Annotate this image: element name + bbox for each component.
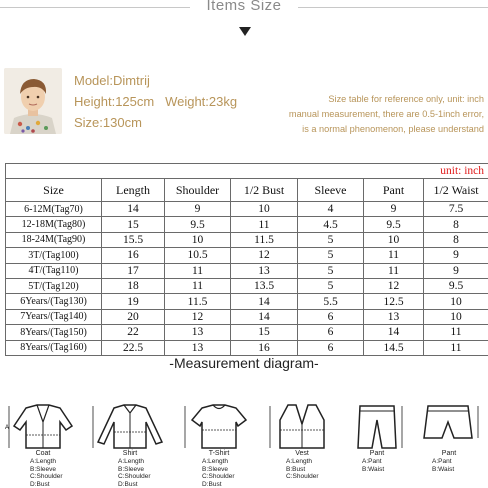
shirt-labels [118,458,151,488]
table-cell: 19 [102,294,165,309]
table-cell: 9.5 [165,217,231,232]
table-cell: 13.5 [231,278,298,293]
table-cell: 6 [298,309,364,324]
shirt-icon [90,402,170,452]
model-size: Size:130cm [74,112,237,133]
table-cell: 11 [364,263,424,278]
tshirt-label-b: B:Sleeve [202,466,235,474]
vest-label-c: C:Shoulder [286,473,319,481]
table-cell: 8 [424,232,488,247]
model-info [74,70,237,133]
size-cell: 6-12M(Tag70) [6,202,102,217]
table-row [6,294,488,309]
table-cell: 12.5 [364,294,424,309]
size-table [5,163,488,356]
tshirt-icon [180,402,258,452]
shirt-name: Shirt [90,450,170,457]
table-cell: 8 [424,217,488,232]
table-cell: 11 [424,340,488,355]
size-cell: 5T/(Tag120) [6,278,102,293]
size-cell: 6Years/(Tag130) [6,294,102,309]
table-cell: 5 [298,248,364,263]
pant-long-icon [346,402,408,452]
table-cell: 14 [231,309,298,324]
table-cell: 10 [364,232,424,247]
shirt-diagram [90,402,170,482]
size-cell: 12-18M(Tag80) [6,217,102,232]
pant-short-diagram [414,402,484,482]
table-cell: 9.5 [424,278,488,293]
size-cell: 7Years/(Tag140) [6,309,102,324]
table-cell: 6 [298,325,364,340]
table-cell: 9 [424,248,488,263]
pant-long-labels [362,458,384,473]
table-cell: 13 [165,340,231,355]
vest-diagram [266,402,338,482]
unit-row-blank [6,164,424,179]
table-cell: 13 [231,263,298,278]
table-cell: 5.5 [298,294,364,309]
table-cell: 11 [165,263,231,278]
size-cell: 3T/(Tag100) [6,248,102,263]
down-arrow-icon [239,27,251,36]
table-cell: 11.5 [231,232,298,247]
table-cell: 5 [298,263,364,278]
table-row [6,263,488,278]
table-cell: 12 [364,278,424,293]
table-cell: 11.5 [165,294,231,309]
note-line-1: Size table for reference only, unit: inch [284,92,484,107]
tshirt-label-c: C:Shoulder [202,473,235,481]
vest-name: Vest [266,450,338,457]
size-cell: 8Years/(Tag150) [6,325,102,340]
table-cell: 14 [364,325,424,340]
table-cell: 17 [102,263,165,278]
table-cell: 9 [165,202,231,217]
pant-long-label-b: B:Waist [362,466,384,474]
unit-label: unit: inch [424,164,488,179]
table-cell: 20 [102,309,165,324]
table-cell: 10 [424,309,488,324]
model-height: Height:125cm [74,94,154,109]
model-height-weight [74,91,237,112]
coat-labels [30,458,63,488]
column-header: Pant [364,179,424,202]
table-cell: 12 [165,309,231,324]
reference-note [284,92,484,137]
table-cell: 10 [231,202,298,217]
vest-labels [286,458,319,481]
table-cell: 4.5 [298,217,364,232]
pant-short-icon [414,402,484,452]
table-cell: 22 [102,325,165,340]
table-cell: 5 [298,278,364,293]
table-cell: 6 [298,340,364,355]
column-header: Size [6,179,102,202]
table-cell: 15 [231,325,298,340]
section-header [0,0,488,40]
table-cell: 18 [102,278,165,293]
table-cell: 11 [364,248,424,263]
table-row [6,309,488,324]
tshirt-labels [202,458,235,488]
coat-label-a: A:Length [30,458,63,466]
table-cell: 9.5 [364,217,424,232]
vest-label-b: B:Bust [286,466,319,474]
column-header: 1/2 Bust [231,179,298,202]
table-cell: 16 [102,248,165,263]
section-title: Items Size [0,0,488,14]
tshirt-label-a: A:Length [202,458,235,466]
pant-long-label-a: A:Pant [362,458,384,466]
table-cell: 14.5 [364,340,424,355]
model-name: Model:Dimtrij [74,70,237,91]
table-cell: 10.5 [165,248,231,263]
tshirt-name: T-Shirt [180,450,258,457]
table-cell: 12 [231,248,298,263]
table-cell: 22.5 [102,340,165,355]
table-cell: 15.5 [102,232,165,247]
vest-label-a: A:Length [286,458,319,466]
model-photo [4,68,62,134]
table-cell: 4 [298,202,364,217]
coat-diagram [4,402,82,482]
tshirt-diagram [180,402,258,482]
pant-short-label-b: B:Waist [432,466,454,474]
table-cell: 14 [231,294,298,309]
table-row [6,202,488,217]
table-row [6,217,488,232]
table-cell: 11 [231,217,298,232]
shirt-label-a: A:Length [118,458,151,466]
shirt-label-c: C:Shoulder [118,473,151,481]
coat-label-d: D:Bust [30,481,63,488]
table-row [6,325,488,340]
size-cell: 8Years/(Tag160) [6,340,102,355]
pant-short-labels [432,458,454,473]
table-cell: 11 [165,278,231,293]
table-row [6,232,488,247]
size-cell: 18-24M(Tag90) [6,232,102,247]
diagram-title: -Measurement diagram- [0,355,488,371]
pant-short-label-a: A:Pant [432,458,454,466]
note-line-2: manual measurement, there are 0.5-1inch error, [284,107,484,122]
table-row [6,340,488,355]
table-cell: 14 [102,202,165,217]
table-cell: 16 [231,340,298,355]
tshirt-label-d: D:Bust [202,481,235,488]
svg-text:A: A [5,425,9,431]
table-cell: 15 [102,217,165,232]
table-cell: 13 [364,309,424,324]
column-header: Sleeve [298,179,364,202]
table-cell: 13 [165,325,231,340]
pant-long-name: Pant [346,450,408,457]
table-cell: 10 [165,232,231,247]
table-row [6,248,488,263]
size-cell: 4T/(Tag110) [6,263,102,278]
shirt-label-b: B:Sleeve [118,466,151,474]
table-cell: 9 [364,202,424,217]
model-weight: Weight:23kg [165,94,237,109]
column-header: Length [102,179,165,202]
table-cell: 11 [424,325,488,340]
coat-label-b: B:Sleeve [30,466,63,474]
table-cell: 9 [424,263,488,278]
table-row [6,278,488,293]
table-cell: 7.5 [424,202,488,217]
pant-long-diagram [346,402,408,482]
column-header: Shoulder [165,179,231,202]
pant-short-name: Pant [414,450,484,457]
shirt-label-d: D:Bust [118,481,151,488]
coat-label-c: C:Shoulder [30,473,63,481]
table-cell: 5 [298,232,364,247]
note-line-3: is a normal phenomenon, please understand [284,122,484,137]
coat-name: Coat [4,450,82,457]
vest-icon [266,402,338,452]
column-header: 1/2 Waist [424,179,488,202]
coat-icon [4,402,82,452]
table-cell: 10 [424,294,488,309]
